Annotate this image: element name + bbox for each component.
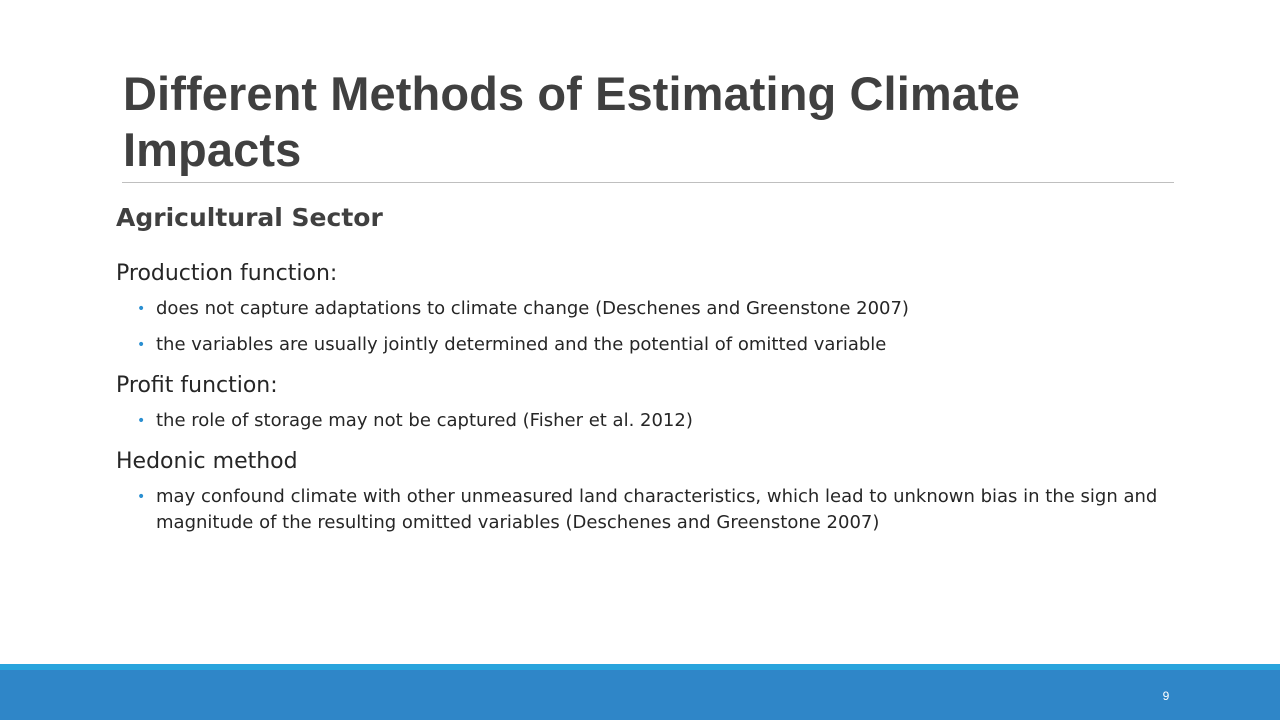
bullet-icon: • <box>137 489 146 505</box>
bullet-list <box>116 408 1176 434</box>
section-production-function <box>116 260 1176 358</box>
section-hedonic-method <box>116 448 1176 536</box>
bullet-text: the variables are usually jointly determined and the potential of omitted variable <box>156 334 887 355</box>
slide-content <box>116 198 1176 550</box>
bullet-text: the role of storage may not be captured (Fisher et al. 2012) <box>156 410 693 431</box>
section-heading: Hedonic method <box>116 449 298 474</box>
bullet-text: may confound climate with other unmeasured land characteristics, which lead to unknown bias in the sign and magnitude of the resulting omitted variables (Deschenes and Greenstone 2007) <box>156 486 1158 533</box>
bullet-list <box>116 484 1176 536</box>
bullet-item <box>116 408 1166 434</box>
bullet-text: does not capture adaptations to climate change (Deschenes and Greenstone 2007) <box>156 298 909 319</box>
bullet-item <box>116 484 1166 536</box>
bullet-list <box>116 296 1176 358</box>
section-heading: Profit function: <box>116 373 278 398</box>
bullet-item <box>116 296 1166 322</box>
footer-bar <box>0 670 1280 720</box>
page-number: 9 <box>1162 689 1170 703</box>
section-heading: Production function: <box>116 261 338 286</box>
slide-title: Different Methods of Estimating Climate Impacts <box>123 67 1020 176</box>
bullet-icon: • <box>137 301 146 317</box>
bullet-icon: • <box>137 413 146 429</box>
sector-heading: Agricultural Sector <box>116 203 383 232</box>
bullet-icon: • <box>137 337 146 353</box>
title-divider <box>122 182 1174 183</box>
bullet-item <box>116 332 1166 358</box>
section-profit-function <box>116 372 1176 434</box>
